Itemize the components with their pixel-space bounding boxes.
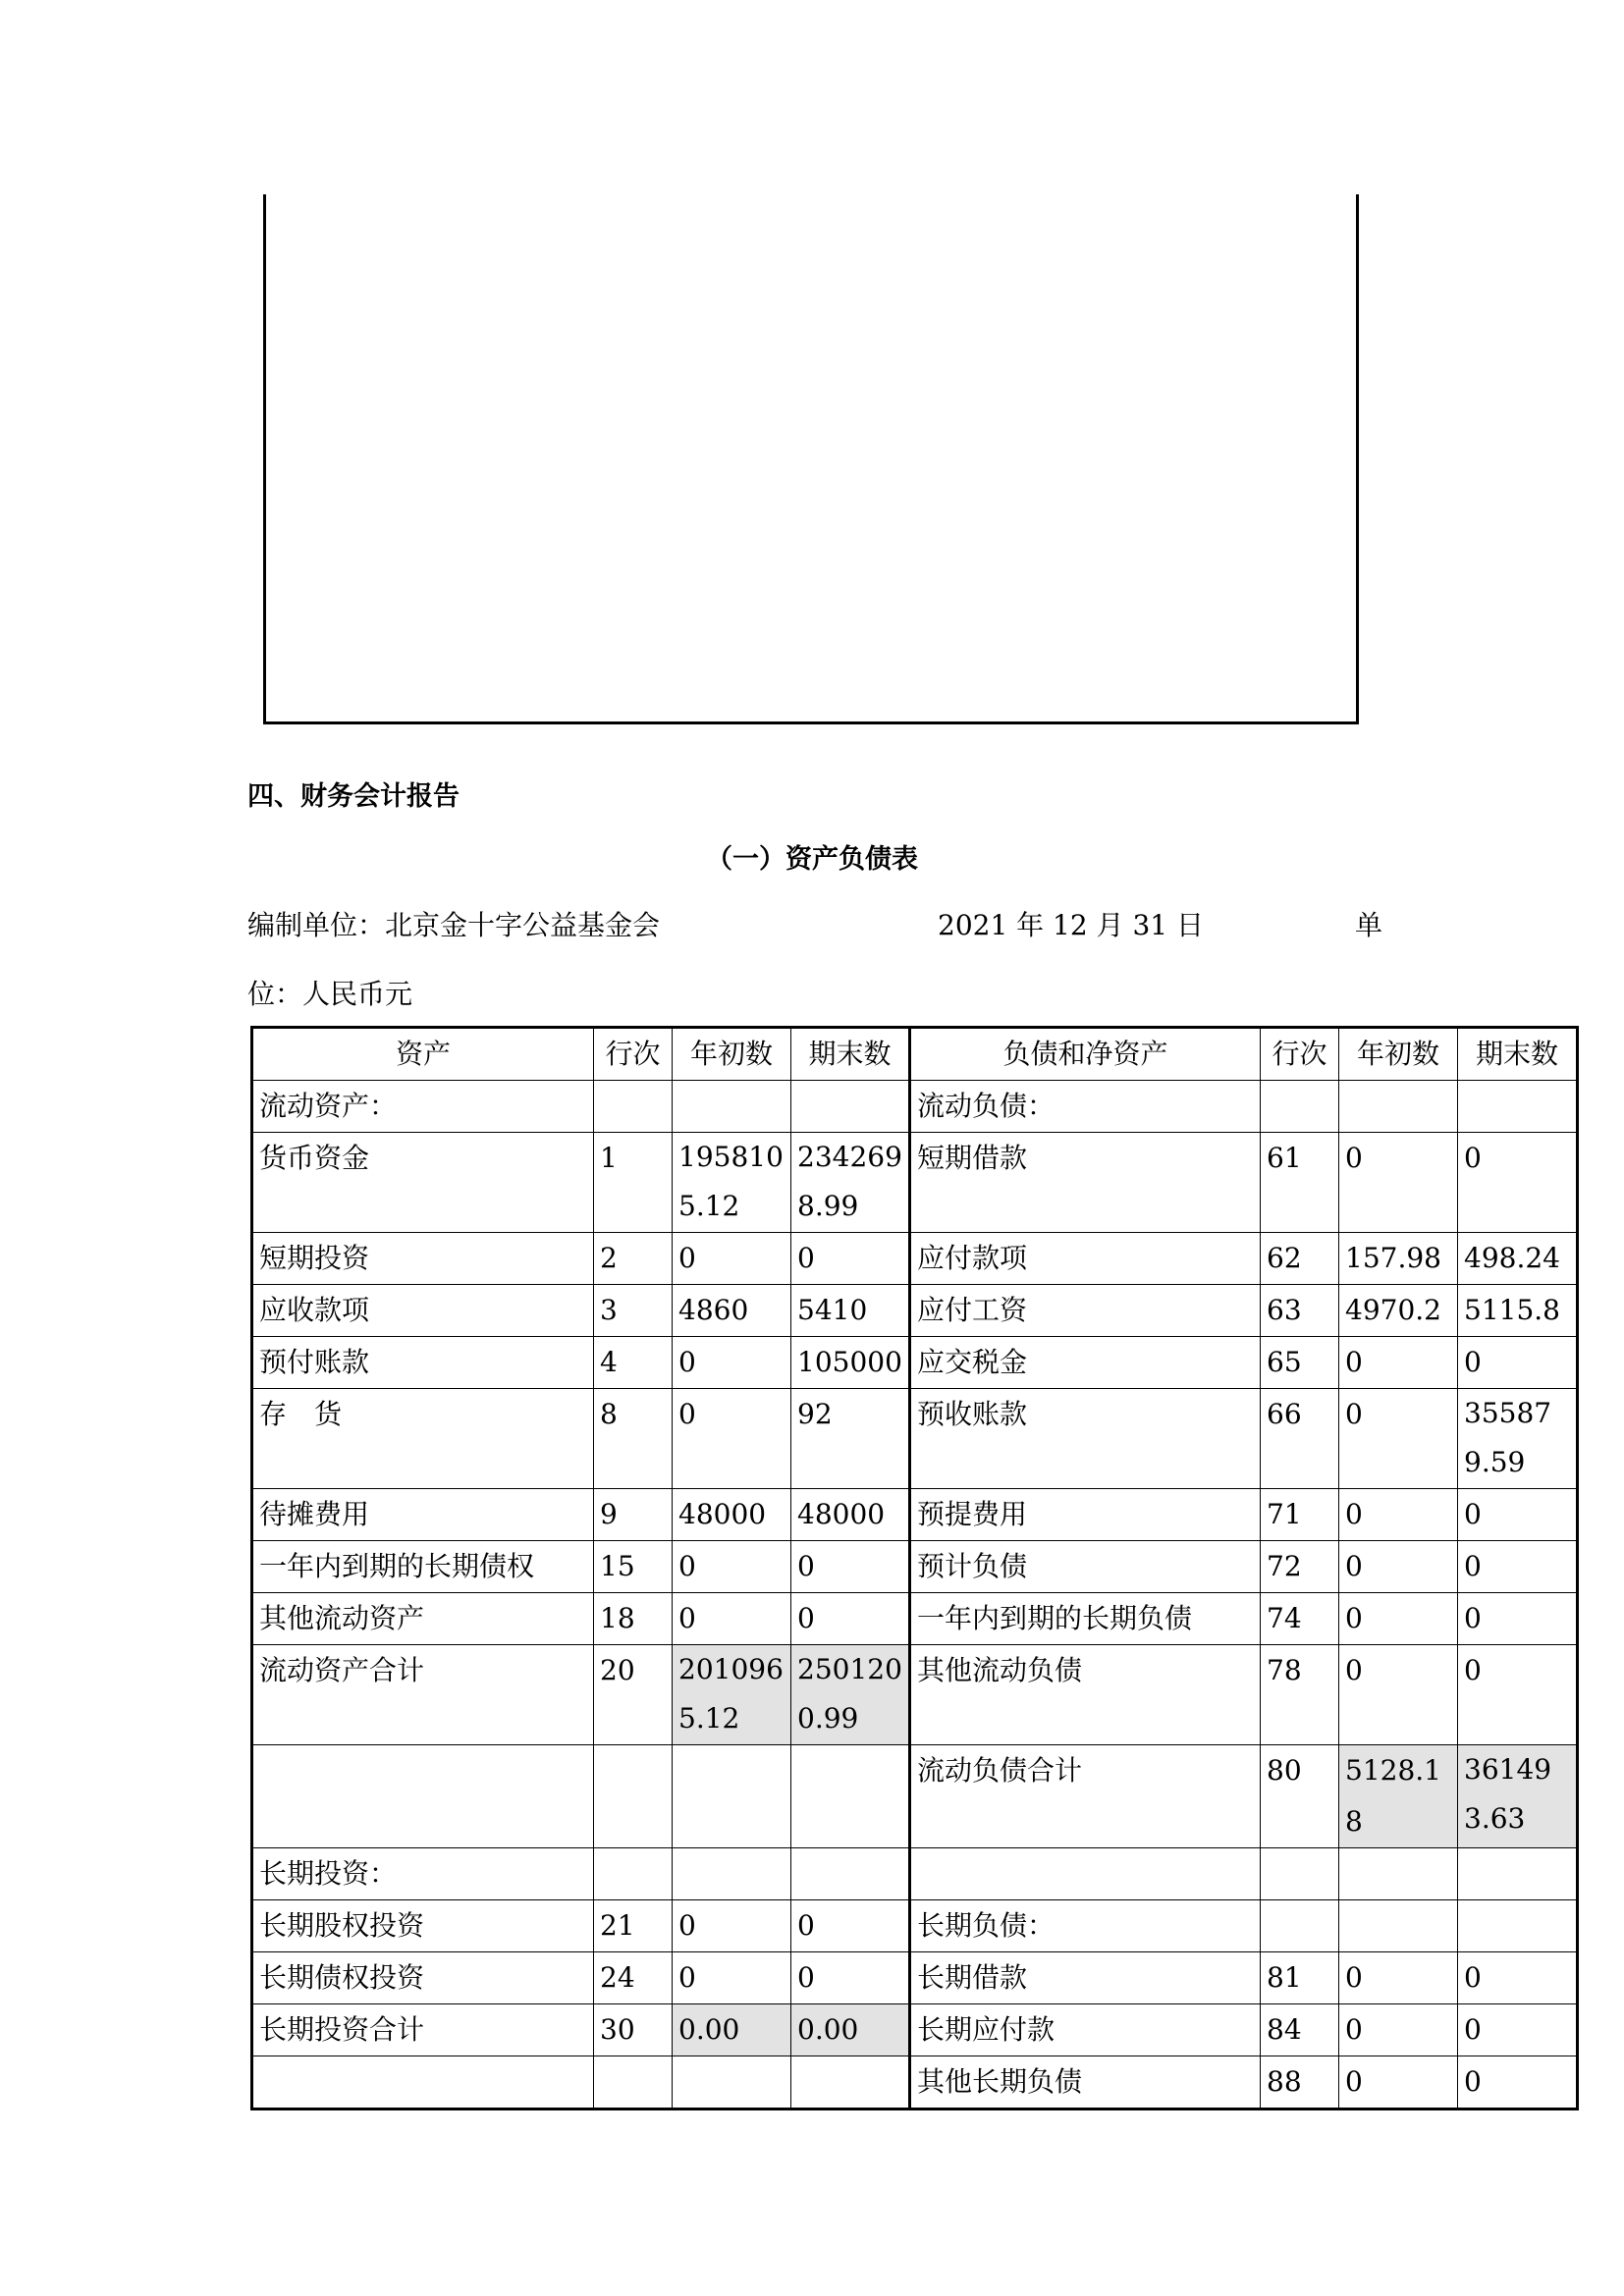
table-cell: 0 (1339, 2056, 1458, 2109)
table-cell: 61 (1261, 1133, 1339, 1233)
table-cell: 预付账款 (252, 1337, 594, 1389)
table-row (252, 1645, 1578, 1745)
table-cell: 0 (673, 1593, 791, 1645)
table-row (252, 1081, 1578, 1133)
table-cell: 0 (1339, 2004, 1458, 2056)
table-cell: 应交税金 (910, 1337, 1261, 1389)
table-header-row (252, 1028, 1578, 1081)
table-cell: 0.00 (791, 2004, 910, 2056)
header-cell: 年初数 (673, 1028, 791, 1081)
table-cell: 流动资产合计 (252, 1645, 594, 1745)
table-row (252, 1900, 1578, 1952)
table-cell: 1958105.12 (673, 1133, 791, 1233)
table-cell: 应付工资 (910, 1285, 1261, 1337)
header-cell: 行次 (594, 1028, 673, 1081)
table-row (252, 1233, 1578, 1285)
report-title: （一）资产负债表 (706, 844, 918, 875)
table-cell: 应付款项 (910, 1233, 1261, 1285)
table-cell: 长期借款 (910, 1952, 1261, 2004)
table-cell: 长期应付款 (910, 2004, 1261, 2056)
table-cell: 0 (673, 1900, 791, 1952)
table-cell: 长期股权投资 (252, 1900, 594, 1952)
table-cell (1339, 1848, 1458, 1900)
table-cell: 81 (1261, 1952, 1339, 2004)
table-cell: 0 (1339, 1133, 1458, 1233)
table-cell: 66 (1261, 1389, 1339, 1489)
currency-unit-part2: 位：人民币元 (247, 978, 413, 1010)
header-cell: 负债和净资产 (910, 1028, 1261, 1081)
table-cell: 其他流动负债 (910, 1645, 1261, 1745)
table-cell (1339, 1900, 1458, 1952)
table-cell: 355879.59 (1458, 1389, 1578, 1489)
header-cell: 行次 (1261, 1028, 1339, 1081)
header-cell: 期末数 (791, 1028, 910, 1081)
table-cell: 24 (594, 1952, 673, 2004)
table-cell: 0 (1458, 1593, 1578, 1645)
table-cell: 20 (594, 1645, 673, 1745)
table-cell: 71 (1261, 1489, 1339, 1541)
table-cell: 0 (1339, 1541, 1458, 1593)
table-cell (910, 1848, 1261, 1900)
table-cell: 流动负债合计 (910, 1745, 1261, 1848)
table-row (252, 1848, 1578, 1900)
table-cell: 0 (791, 1233, 910, 1285)
compiling-unit: 编制单位：北京金十字公益基金会 (247, 909, 661, 941)
table-cell: 0 (1339, 1337, 1458, 1389)
table-cell: 48000 (673, 1489, 791, 1541)
table-cell: 74 (1261, 1593, 1339, 1645)
table-cell: 存 货 (252, 1389, 594, 1489)
table-cell: 应收款项 (252, 1285, 594, 1337)
table-cell: 一年内到期的长期负债 (910, 1593, 1261, 1645)
table-cell (1458, 1900, 1578, 1952)
table-cell: 待摊费用 (252, 1489, 594, 1541)
table-cell (594, 1745, 673, 1848)
table-cell: 30 (594, 2004, 673, 2056)
table-cell: 货币资金 (252, 1133, 594, 1233)
table-cell: 流动资产： (252, 1081, 594, 1133)
table-cell: 0 (791, 1952, 910, 2004)
table-cell (594, 1848, 673, 1900)
table-cell: 21 (594, 1900, 673, 1952)
table-cell: 15 (594, 1541, 673, 1593)
table-cell: 72 (1261, 1541, 1339, 1593)
table-cell: 0 (1339, 1645, 1458, 1745)
table-cell: 长期投资合计 (252, 2004, 594, 2056)
table-cell: 8 (594, 1389, 673, 1489)
table-cell (673, 2056, 791, 2109)
table-cell: 4970.2 (1339, 1285, 1458, 1337)
table-cell: 长期债权投资 (252, 1952, 594, 2004)
table-cell: 其他长期负债 (910, 2056, 1261, 2109)
table-cell: 长期投资： (252, 1848, 594, 1900)
table-cell: 0 (673, 1233, 791, 1285)
table-row (252, 1337, 1578, 1389)
table-cell: 0 (1458, 1541, 1578, 1593)
table-cell: 1 (594, 1133, 673, 1233)
table-cell: 0 (673, 1541, 791, 1593)
table-cell: 2501200.99 (791, 1645, 910, 1745)
section-heading: 四、财务会计报告 (247, 781, 460, 812)
table-cell (791, 1848, 910, 1900)
table-cell (1458, 1081, 1578, 1133)
table-cell: 一年内到期的长期债权 (252, 1541, 594, 1593)
header-cell: 年初数 (1339, 1028, 1458, 1081)
table-cell: 105000 (791, 1337, 910, 1389)
table-cell (791, 1081, 910, 1133)
table-cell: 0 (791, 1541, 910, 1593)
table-cell: 2 (594, 1233, 673, 1285)
table-cell: 0 (1339, 1952, 1458, 2004)
table-cell: 0 (1458, 1952, 1578, 2004)
table-cell: 0 (1339, 1593, 1458, 1645)
table-cell: 短期投资 (252, 1233, 594, 1285)
report-date: 2021 年 12 月 31 日 (938, 909, 1205, 941)
table-cell: 88 (1261, 2056, 1339, 2109)
table-cell: 0 (673, 1389, 791, 1489)
table-cell (252, 2056, 594, 2109)
table-cell: 长期负债： (910, 1900, 1261, 1952)
table-cell: 3 (594, 1285, 673, 1337)
table-cell: 157.98 (1339, 1233, 1458, 1285)
table-cell: 0 (1458, 1337, 1578, 1389)
table-row (252, 2004, 1578, 2056)
table-cell: 63 (1261, 1285, 1339, 1337)
table-cell: 92 (791, 1389, 910, 1489)
table-cell: 48000 (791, 1489, 910, 1541)
table-row (252, 1389, 1578, 1489)
table-cell: 流动负债： (910, 1081, 1261, 1133)
table-cell: 0 (1458, 1489, 1578, 1541)
table-cell: 0 (791, 1593, 910, 1645)
table-cell: 498.24 (1458, 1233, 1578, 1285)
table-row (252, 1593, 1578, 1645)
table-cell (791, 1745, 910, 1848)
table-cell: 9 (594, 1489, 673, 1541)
table-cell (673, 1081, 791, 1133)
table-cell (1261, 1900, 1339, 1952)
table-cell: 4 (594, 1337, 673, 1389)
table-cell: 0 (1339, 1489, 1458, 1541)
header-cell: 资产 (252, 1028, 594, 1081)
table-cell (1261, 1081, 1339, 1133)
table-cell: 0 (791, 1900, 910, 1952)
table-cell: 18 (594, 1593, 673, 1645)
table-cell (594, 2056, 673, 2109)
balance-sheet-table (250, 1026, 1579, 2110)
header-cell: 期末数 (1458, 1028, 1578, 1081)
table-row (252, 2056, 1578, 2109)
table-row (252, 1285, 1578, 1337)
table-cell: 84 (1261, 2004, 1339, 2056)
table-cell: 其他流动资产 (252, 1593, 594, 1645)
table-cell: 0 (673, 1952, 791, 2004)
table-cell: 5128.18 (1339, 1745, 1458, 1848)
table-cell: 78 (1261, 1645, 1339, 1745)
table-cell: 2342698.99 (791, 1133, 910, 1233)
table-row (252, 1952, 1578, 2004)
table-cell (1261, 1848, 1339, 1900)
table-cell: 2010965.12 (673, 1645, 791, 1745)
table-cell: 预计负债 (910, 1541, 1261, 1593)
table-cell: 5410 (791, 1285, 910, 1337)
table-cell: 0 (1339, 1389, 1458, 1489)
table-cell (594, 1081, 673, 1133)
table-cell: 5115.8 (1458, 1285, 1578, 1337)
table-cell: 80 (1261, 1745, 1339, 1848)
table-cell (252, 1745, 594, 1848)
table-cell: 62 (1261, 1233, 1339, 1285)
table-row (252, 1489, 1578, 1541)
table-cell: 0 (1458, 2056, 1578, 2109)
table-cell: 预收账款 (910, 1389, 1261, 1489)
table-cell (1339, 1081, 1458, 1133)
table-cell (673, 1848, 791, 1900)
table-row (252, 1541, 1578, 1593)
framed-content-box (263, 194, 1359, 724)
table-row (252, 1745, 1578, 1848)
table-cell: 65 (1261, 1337, 1339, 1389)
currency-unit-part1: 单 (1355, 909, 1383, 941)
table-cell: 短期借款 (910, 1133, 1261, 1233)
table-cell: 0.00 (673, 2004, 791, 2056)
table-cell (791, 2056, 910, 2109)
table-cell (673, 1745, 791, 1848)
table-cell: 0 (1458, 1133, 1578, 1233)
table-cell: 361493.63 (1458, 1745, 1578, 1848)
table-cell: 0 (673, 1337, 791, 1389)
table-cell: 0 (1458, 2004, 1578, 2056)
table-row (252, 1133, 1578, 1233)
table-cell (1458, 1848, 1578, 1900)
table-cell: 4860 (673, 1285, 791, 1337)
table-cell: 预提费用 (910, 1489, 1261, 1541)
table-cell: 0 (1458, 1645, 1578, 1745)
